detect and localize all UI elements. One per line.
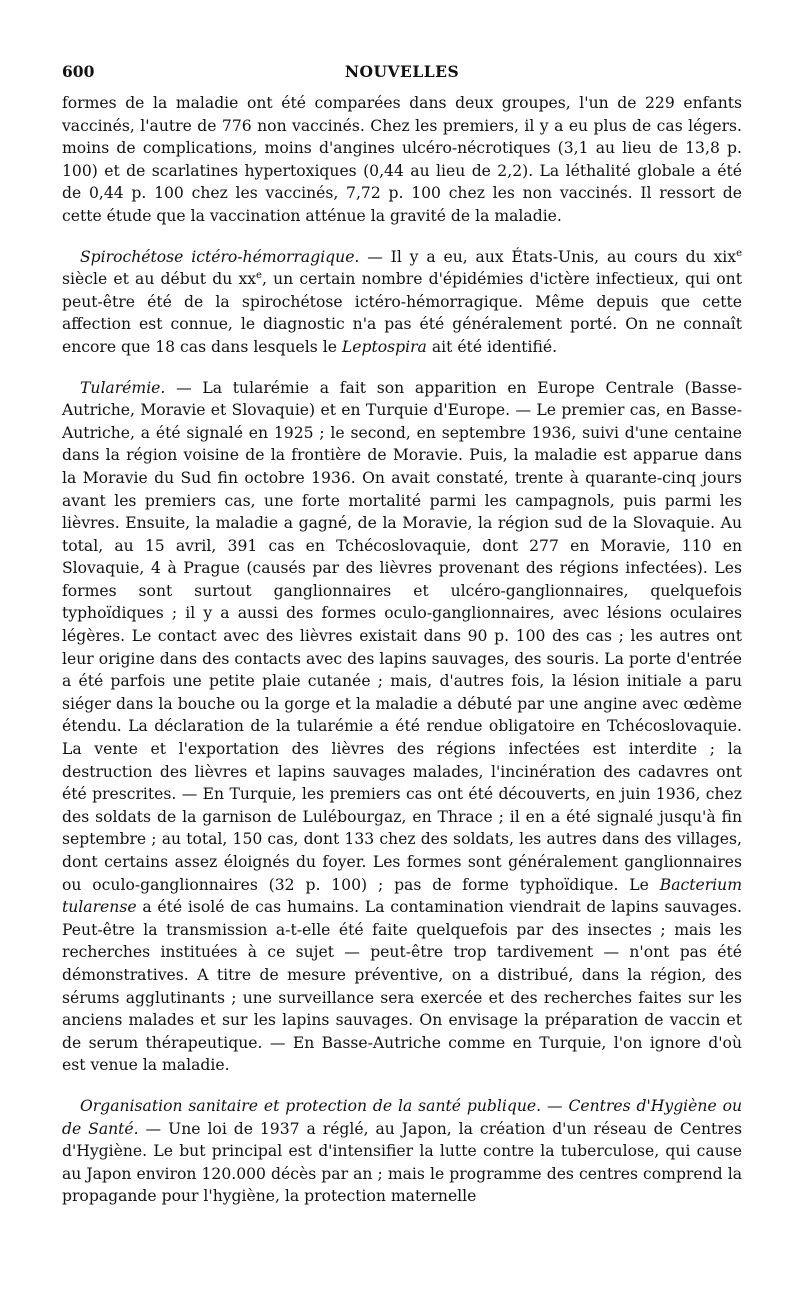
paragraph-text: , un certain nombre d'épidémies d'ictère infectieux, qui ont peut-être été de la spirochétose ictéro-hémorragique. Même depuis que cette affection est connue, le diagnostic n'a pas été généralement porté. On ne connaît encore que 18 cas dans lesquels le — [62, 270, 742, 356]
paragraph-text: a été isolé de cas humains. La contamination viendrait de lapins sauvages. Peut-être la transmission a-t-elle été faite quelquefois par des insectes ; mais les recherches instituées à ce sujet — peut-être trop tardivement — n'ont pas été démonstratives. A titre de mesure préventive, on a distribué, dans la région, des sérums agglutinants ; une surveillance sera exercée et des recherches faites sur les anciens malades et sur les lapins sauvages. On envisage la préparation de vaccin et de serum thérapeutique. — En Basse-Autriche comme en Turquie, l'on ignore d'où est venue la maladie. — [62, 898, 742, 1075]
paragraph-text: siècle et au début du xx — [62, 270, 257, 289]
italic-term: Leptospira — [341, 337, 427, 356]
paragraph-scarlatine-vaccination: formes de la maladie ont été comparées dans deux groupes, l'un de 229 enfants vaccinés, l'autre de 776 non vaccinés. Chez les premiers, il y a eu plus de cas légers. moins de complications, moins d'angines ulcéro-nécrotiques (3,1 au lieu de 13,8 p. 100) et de scarlatines hypertoxiques (0,44 au lieu de 2,2). La léthalité globale a été de 0,44 p. 100 chez les vaccinés, 7,72 p. 100 chez les non vaccinés. Il ressort de cette étude que la vaccination atténue la gravité de la maladie. — [62, 94, 742, 225]
paragraph-text: ait été identifié. — [426, 337, 558, 356]
journal-page — [62, 62, 742, 1208]
paragraph-heading: Tularémie. — [80, 378, 166, 397]
article-body — [62, 92, 742, 1208]
italic-term: Bacterium tularense — [62, 875, 742, 917]
superscript: e — [736, 247, 742, 259]
paragraph-text: — Une loi de 1937 a réglé, au Japon, la création d'un réseau de Centres d'Hygiène. Le but principal est d'intensifier la lutte contre la tuberculose, qui cause au Japon environ 120.000 décès par an ; mais le programme des centres comprend la propagande pour l'hygiène, la protection maternelle — [62, 1119, 742, 1206]
paragraph-organisation-sanitaire — [62, 1095, 742, 1208]
paragraph-spirochetose — [62, 246, 742, 359]
running-head — [62, 62, 742, 92]
section-title: NOUVELLES — [344, 62, 460, 81]
paragraph-heading: Organisation sanitaire et protection de la santé publique. — Centres d'Hygiène ou de Santé. — [62, 1096, 742, 1138]
paragraph-text: — Il y a eu, aux États-Unis, au cours du xix — [359, 247, 737, 266]
page-number: 600 — [62, 62, 95, 81]
paragraph-heading: Spirochétose ictéro-hémorragique. — [80, 247, 360, 266]
paragraph-text: — La tularémie a fait son apparition en Europe Centrale (Basse-Autriche, Moravie et Slovaquie) et en Turquie d'Europe. — Le premier cas, en Basse-Autriche, a été signalé en 1925 ; le second, en septembre 1936, suivi d'une centaine dans la région voisine de la frontière de Moravie. Puis, la maladie est apparue dans la Moravie du Sud fin octobre 1936. On avait constaté, trente à quarante-cinq jours avant les premiers cas, une forte mortalité parmi les campagnols, puis parmi les lièvres. Ensuite, la maladie a gagné, de la Moravie, la région sud de la Slovaquie. Au total, au 15 avril, 391 cas en Tchécoslovaquie, dont 277 en Moravie, 110 en Slovaquie, 4 à Prague (causés par des lièvres provenant des régions infectées). Les formes sont surtout ganglionnaires et ulcéro-ganglionnaires, quelquefois typhoïdiques ; il y a aussi des formes oculo-ganglionnaires, avec lésions oculaires légères. Le contact avec des lièvres existait dans 90 p. 100 des cas ; les autres ont leur origine dans des contacts avec des lapins sauvages, des souris. La porte d'entrée a été parfois une petite plaie cutanée ; mais, d'autres fois, la lésion initiale a paru siéger dans la bouche ou la gorge et la maladie a débuté par une angine avec œdème étendu. La déclaration de la tularémie a été rendue obligatoire en Tchécoslovaquie. La vente et l'exportation des lièvres des régions infectées est interdite ; la destruction des lièvres et lapins sauvages malades, l'incinération des cadavres ont été prescrites. — En Turquie, les premiers cas ont été découverts, en juin 1936, chez des soldats de la garnison de Lulébourgaz, en Thrace ; il en a été signalé jusqu'à fin septembre ; au total, 150 cas, dont 133 chez des soldats, les autres dans des villages, dont certains assez éloignés du foyer. Les formes sont généralement ganglionnaires ou oculo-ganglionnaires (32 p. 100) ; pas de forme typhoïdique. Le — [62, 378, 742, 894]
superscript: e — [256, 269, 262, 281]
paragraph-tularemie — [62, 377, 742, 1077]
